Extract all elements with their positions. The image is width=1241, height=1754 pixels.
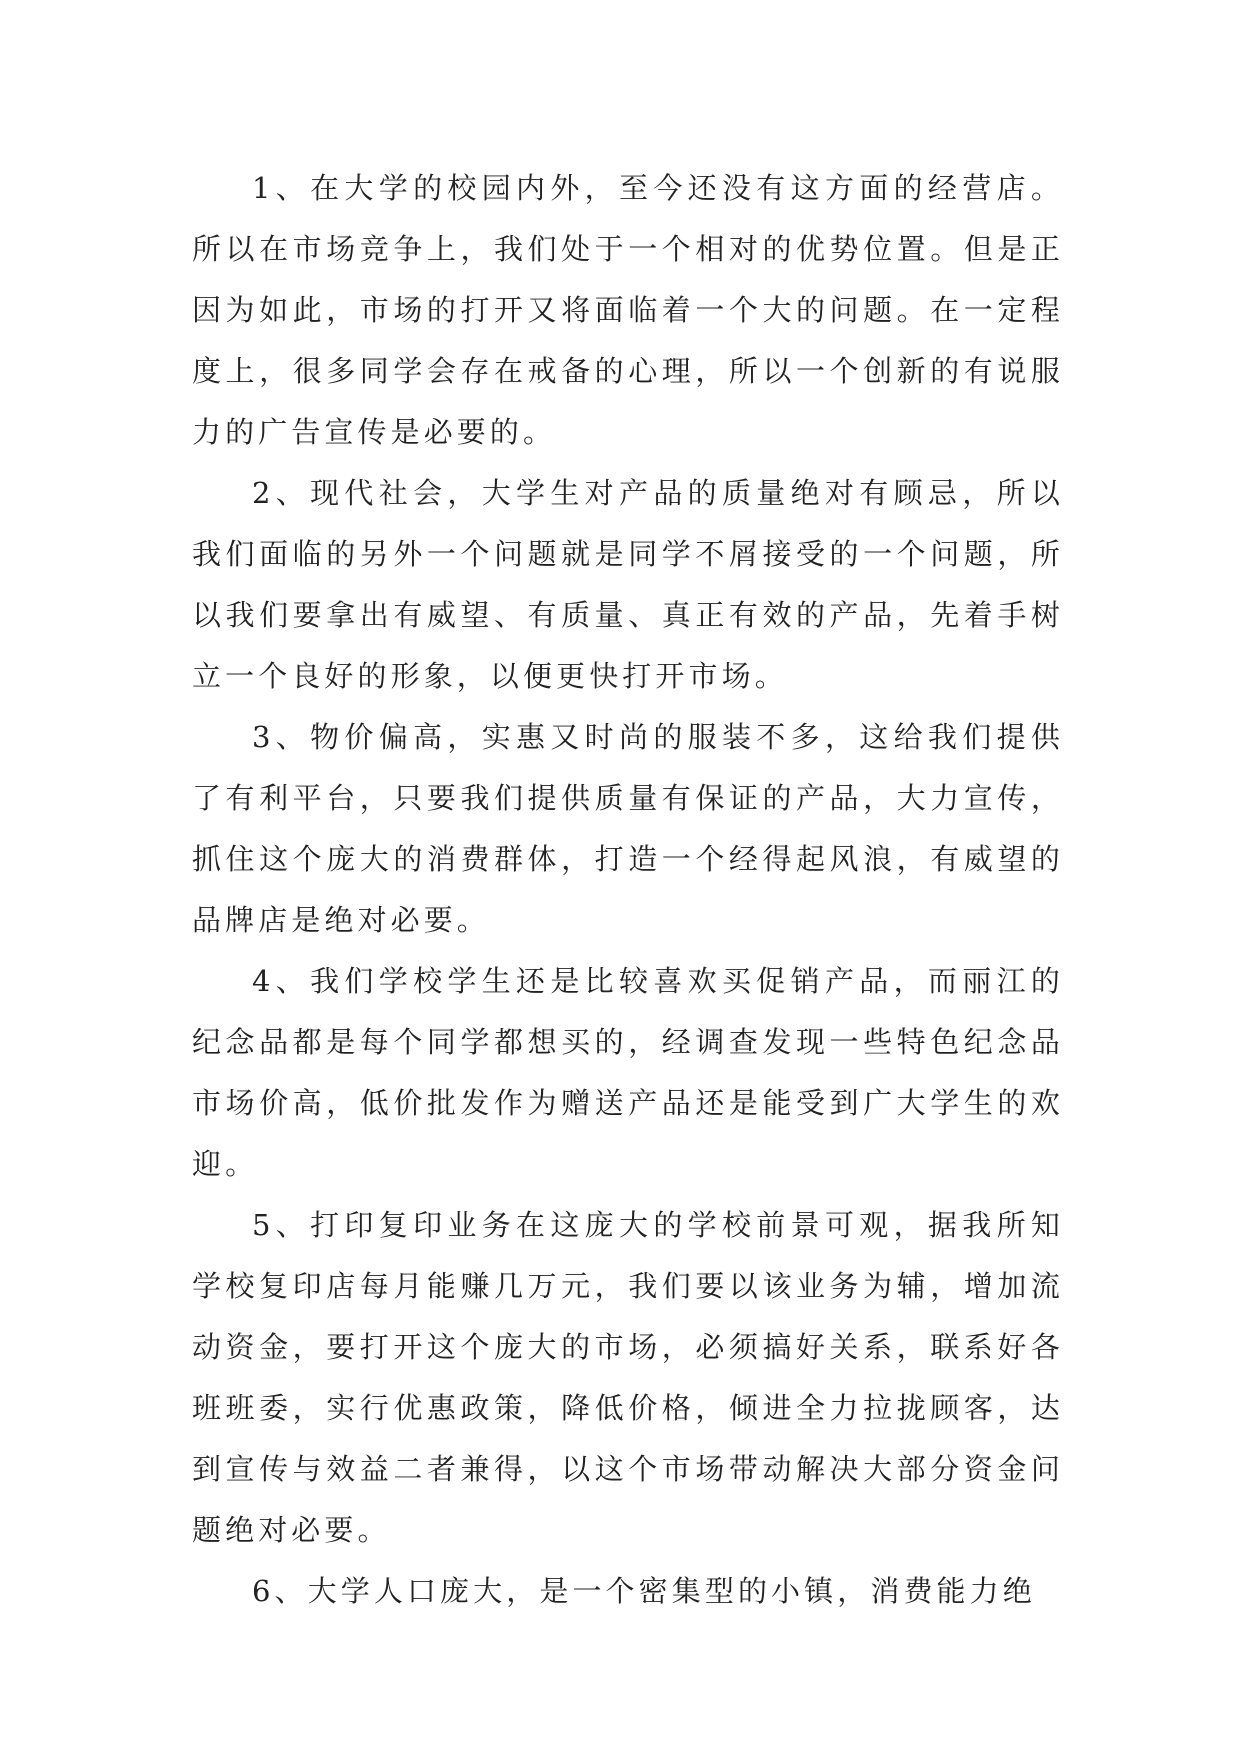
paragraph-3: 3、物价偏高，实惠又时尚的服装不多，这给我们提供了有利平台，只要我们提供质量有保证的产品，大力宣传，抓住这个庞大的消费群体，打造一个经得起风浪，有威望的品牌店是绝对必要。 bbox=[192, 720, 1064, 937]
paragraph-5: 5、打印复印业务在这庞大的学校前景可观，据我所知学校复印店每月能赚几万元，我们要以该业务为辅，增加流动资金，要打开这个庞大的市场，必须搞好关系，联系好各班班委，实行优惠政策，降低价格，倾进全力拉拢顾客，达到宣传与效益二者兼得，以这个市场带动解决大部分资金问题绝对必要。 bbox=[192, 1208, 1064, 1547]
paragraph-4: 4、我们学校学生还是比较喜欢买促销产品，而丽江的纪念品都是每个同学都想买的，经调查发现一些特色纪念品市场价高，低价批发作为赠送产品还是能受到广大学生的欢迎。 bbox=[192, 964, 1064, 1181]
paragraph-1: 1、在大学的校园内外，至今还没有这方面的经营店。所以在市场竞争上，我们处于一个相对的优势位置。但是正因为如此，市场的打开又将面临着一个大的问题。在一定程度上，很多同学会存在戒备的心理，所以一个创新的有说服力的广告宣传是必要的。 bbox=[192, 171, 1064, 449]
document-body bbox=[192, 158, 1064, 1622]
paragraph-6: 6、大学人口庞大，是一个密集型的小镇，消费能力绝 bbox=[252, 1574, 1036, 1608]
paragraph-2: 2、现代社会，大学生对产品的质量绝对有顾忌，所以我们面临的另外一个问题就是同学不屑接受的一个问题，所以我们要拿出有威望、有质量、真正有效的产品，先着手树立一个良好的形象，以便更快打开市场。 bbox=[192, 476, 1064, 693]
